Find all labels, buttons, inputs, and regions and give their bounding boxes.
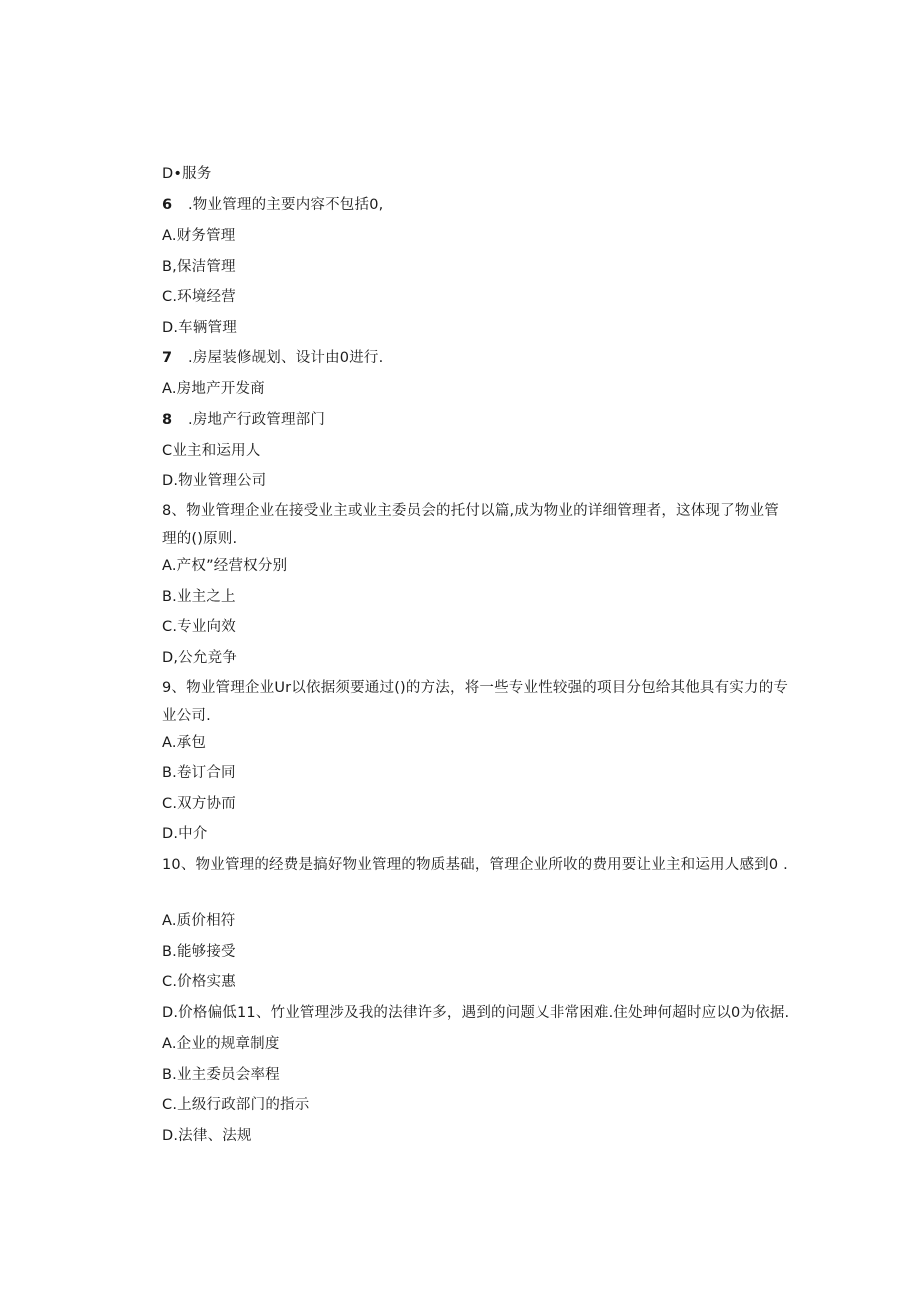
question-line [162,348,383,368]
option-line: A.企业的规章制度 [162,1036,280,1052]
question-line [162,410,325,430]
question-text: .房地产行政管理部门 [188,412,326,428]
question-paragraph: 9、物业管理企业Ur以依据须要通过()的方法，将一些专业性较强的项目分包给其他具有实力的专业公司. [162,680,789,724]
option-line: C.环境经营 [162,289,236,305]
option-line: B.业主委员会率程 [162,1067,280,1083]
option-line: D.法律、法规 [162,1128,252,1144]
option-line: C.上级行政部门的指示 [162,1097,310,1113]
option-line: B,保洁管理 [162,259,236,275]
question-text: .房屋装修觇划、设计由0进行. [188,350,384,366]
option-line: D,公允竞争 [162,650,237,666]
question-line [162,195,383,215]
option-line: B.能够接受 [162,944,236,960]
question-paragraph: 10、物业管理的经费是搞好物业管理的物质基础，管理企业所收的费用要让业主和运用人感到0 . [162,857,788,873]
question-paragraph: 8、物业管理企业在接受业主或业主委员会的托付以篇,成为物业的详细管理者，这体现了物业管理的()原则. [162,503,779,547]
option-line: C.价格实惠 [162,974,236,990]
question-number: 7 [162,350,173,366]
option-line: D.价格偏低11、竹业管理涉及我的法律许多，遇到的问题乂非常困难.住处珅何超时应以0为依据. [162,1005,790,1021]
option-line: C业主和运用人 [162,443,261,459]
option-line: D.车辆管理 [162,320,237,336]
option-line: A.财务管理 [162,228,236,244]
option-line: C.双方协而 [162,796,236,812]
question-number: 8 [162,412,173,428]
option-line: C.专业向效 [162,619,236,635]
option-line: D.中介 [162,826,208,842]
option-line: B.卷订合同 [162,765,236,781]
option-line: A.质价相符 [162,913,236,929]
option-line: B.业主之上 [162,589,236,605]
option-line: A.产权”经营权分别 [162,558,288,574]
option-line: D.物业管理公司 [162,473,267,489]
option-line: D•服务 [162,166,212,182]
question-text: .物业管理的主要内容不包括0, [188,197,384,213]
question-number: 6 [162,197,173,213]
option-line: A.房地产开发商 [162,381,265,397]
option-line: A.承包 [162,735,207,751]
